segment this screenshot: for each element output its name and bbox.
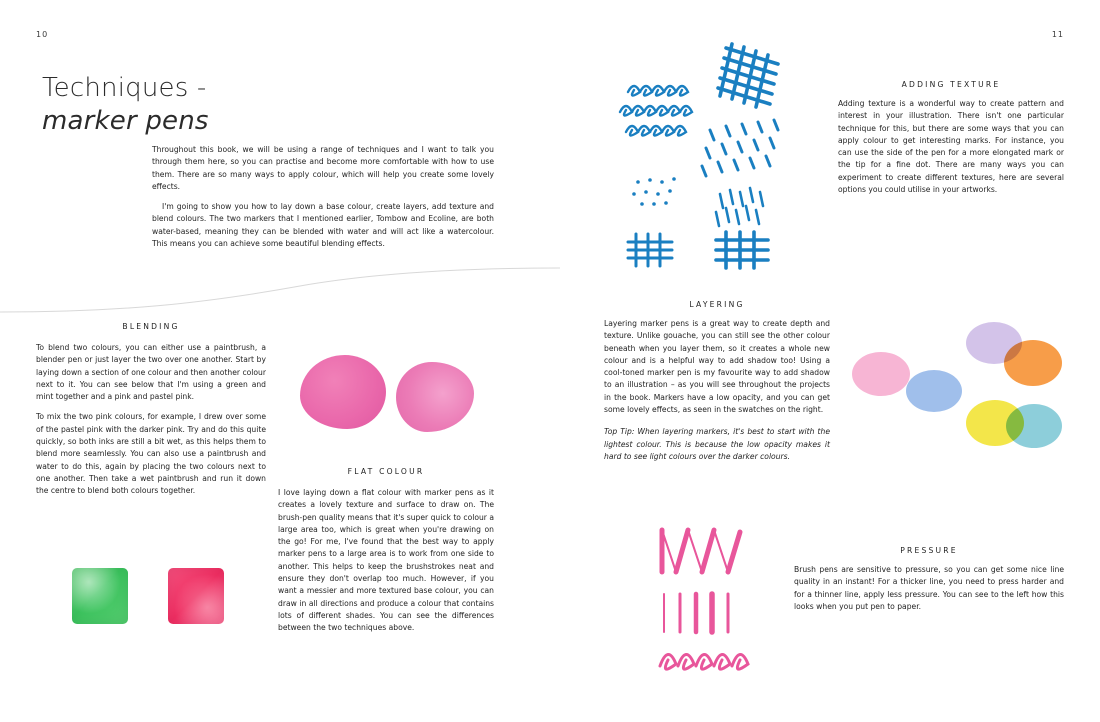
layering-tip-label: Top Tip: xyxy=(604,427,635,437)
layering-paragraph-1: Layering marker pens is a great way to create depth and texture. Unlike gouache, you can still see the other colour beneath when you layer them, so it creates a whole new colour and is a helpful way to add shadow too! Using a cool-toned marker pen is my favourite way to add shadow to an illustration – as you will see throughout the projects in the book. Markers have a low opacity, and you can get some lovely effects, as seen in the swatches on the right. xyxy=(604,319,830,415)
ellipse-orange xyxy=(1004,340,1062,386)
layering-tip xyxy=(604,426,830,463)
page-number-right: 11 xyxy=(1051,30,1064,39)
crosshatch-top xyxy=(718,44,778,107)
adding-texture-text xyxy=(838,98,1064,196)
pink-blend-swatch xyxy=(168,568,224,624)
vertical-stroke-marks xyxy=(716,188,763,226)
green-mint-swatch xyxy=(72,568,128,624)
blending-paragraph-1: To blend two colours, you can either use a paintbrush, a blender pen or just layer the two over one another. Start by laying down a section of one colour and then another colour next to it. You can see below that I'm using a green and mint together and a pink and pastel pink. xyxy=(36,343,266,402)
ellipse-pink xyxy=(852,352,910,396)
page-number-left: 10 xyxy=(36,30,49,39)
dash-marks xyxy=(702,120,778,176)
decorative-divider xyxy=(0,268,560,328)
dot-marks xyxy=(632,177,676,206)
intro-paragraph-2: I'm going to show you how to lay down a base colour, create layers, add texture and blend colours. The two markers that I mentioned earlier, Tombow and Ecoline, are both water-based, meaning they can be blended with water and will act like a watercolour. This means you can achieve some beautiful blending effects. xyxy=(152,202,494,249)
adding-texture-paragraph-1: Adding texture is a wonderful way to create pattern and interest in your illustration. There isn't one particular technique for this, but there are some ways that you can apply colour to get interesting marks. For instance, you can use the side of the pen for a more elongated mark or the tip for a fine dot. There are many ways you can experiment to create different textures, here are several options you could utilise in your artworks. xyxy=(838,99,1064,195)
blending-text xyxy=(36,342,266,498)
blending-paragraph-2: To mix the two pink colours, for example, I drew over some of the pastel pink with the darker pink. Try and do this quite quickly, so both inks are still a bit wet, as this helps them to blend more seamlessly. You can also use a paintbrush and water to do this, again by placing the two colours next to one another. Then take a wet paintbrush and run it down the centre to blend both colours together. xyxy=(36,412,266,496)
flat-colour-text xyxy=(278,487,494,635)
heading-adding-texture: ADDING TEXTURE xyxy=(901,80,1001,89)
ellipse-teal xyxy=(1006,404,1062,448)
crosshatch-small xyxy=(628,234,672,266)
page-title-line-2: marker pens xyxy=(42,105,209,136)
heading-flat-colour: FLAT COLOUR xyxy=(347,467,425,476)
pink-blob-smooth xyxy=(300,355,386,429)
page-title-line-1: Techniques - xyxy=(42,73,207,103)
layering-tip-text: When layering markers, it's best to start with the lightest colour. This is because the low opacity makes it hard to see light colours over the darker colours. xyxy=(604,427,830,461)
intro-text xyxy=(152,144,494,250)
ellipse-blue xyxy=(906,370,962,412)
flat-colour-paragraph-1: I love laying down a flat colour with marker pens as it creates a lovely texture and surface to draw on. The brush-pen quality means that it's super quick to colour a large area too, which is great when you're drawing on the go! For me, I've found that the best way to apply marker pens to a large area is to work from one side to another. This helps to keep the brushstrokes neat and ensure they don't overlap too much. However, if you want a messier and more textured base colour, you can draw in all directions and produce a colour that contains lots of different shades. You can see the differences between the two techniques above. xyxy=(278,488,494,633)
heading-blending: BLENDING xyxy=(122,322,180,331)
loop-marks xyxy=(620,86,692,136)
crosshatch-bottom xyxy=(716,232,768,268)
pressure-paragraph-1: Brush pens are sensitive to pressure, so you can get some nice line quality in an instant! For a thicker line, you need to press harder and for a thinner line, apply less pressure. You can see to the left how this looks when you put pen to paper. xyxy=(794,565,1064,611)
heading-pressure: PRESSURE xyxy=(900,546,958,555)
intro-paragraph-1: Throughout this book, we will be using a range of techniques and I want to talk you through them here, so you can practise and become more comfortable with how to use them. There are so many ways to apply colour, which will help you create some lovely effects. xyxy=(152,145,494,191)
page-title xyxy=(42,72,372,137)
pressure-text xyxy=(794,564,1064,613)
pink-blob-textured xyxy=(396,362,474,432)
layering-text xyxy=(604,318,830,463)
heading-layering: LAYERING xyxy=(689,300,745,309)
pressure-illustration xyxy=(650,520,790,680)
